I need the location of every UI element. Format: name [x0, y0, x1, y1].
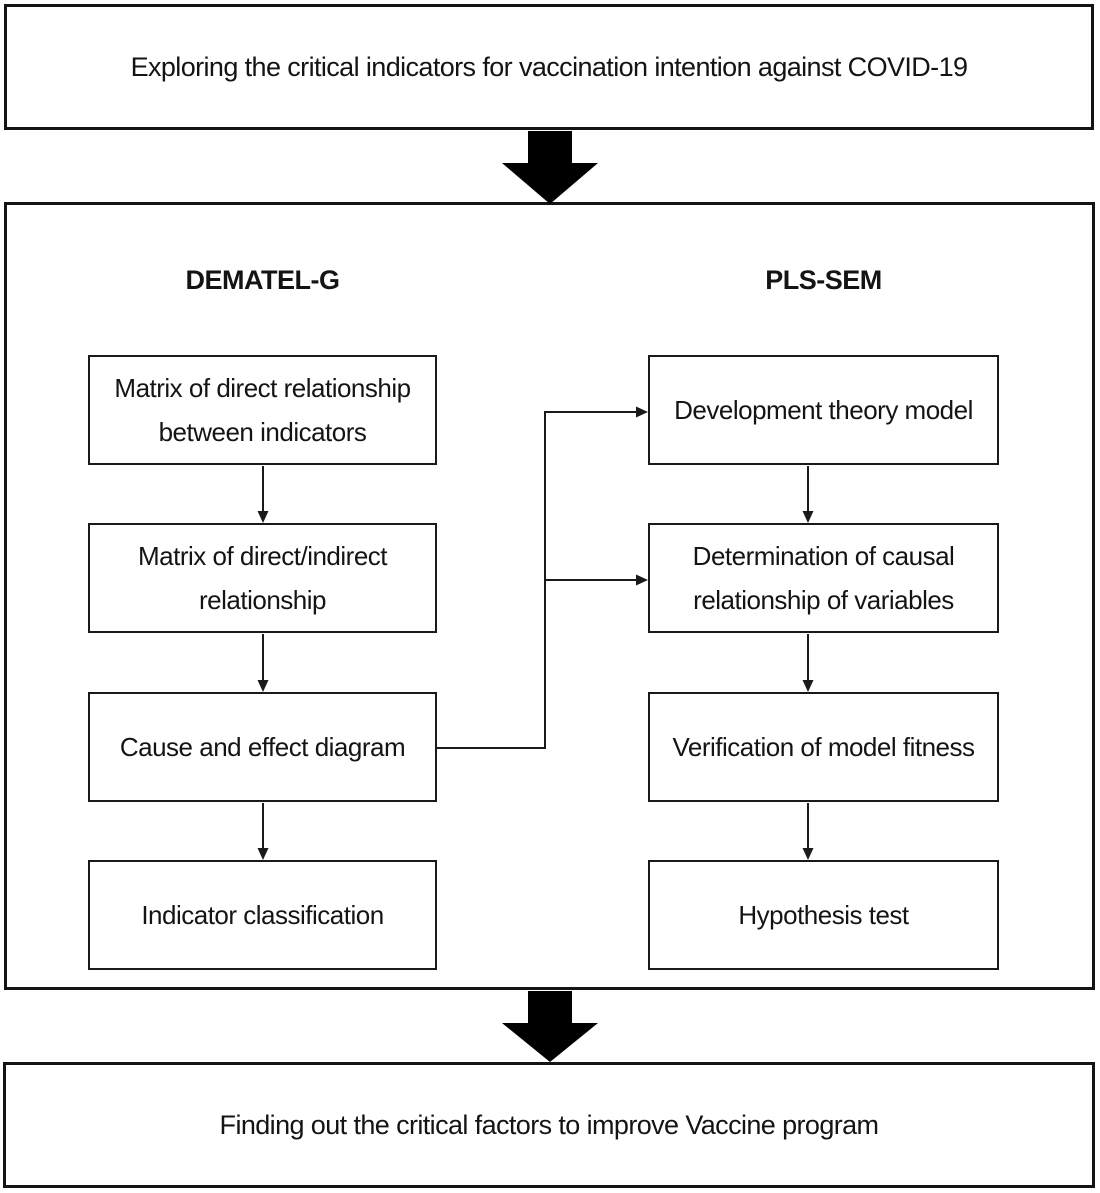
top-banner-box [4, 4, 1094, 130]
step-line: relationship of variables [693, 585, 954, 615]
step-line: relationship [199, 585, 326, 615]
column-title-plssem: PLS-SEM [765, 264, 882, 295]
step-box-development-theory-model [648, 355, 999, 465]
step-label [673, 725, 975, 769]
step-box-cause-effect-diagram [88, 692, 437, 802]
step-box-matrix-direct [88, 355, 437, 465]
step-box-determination-causal [648, 523, 999, 633]
step-box-indicator-classification [88, 860, 437, 970]
step-line: Verification of model fitness [672, 732, 975, 762]
step-box-verification-model-fitness [648, 692, 999, 802]
step-label [141, 893, 383, 937]
step-line: Matrix of direct/indirect [137, 541, 388, 571]
step-line: Cause and effect diagram [119, 732, 406, 762]
step-line: Hypothesis test [738, 900, 909, 930]
step-line: Indicator classification [141, 900, 384, 930]
bottom-banner-box [3, 1062, 1095, 1188]
step-label [738, 893, 908, 937]
step-label [138, 534, 387, 622]
step-line: between indicators [158, 417, 367, 447]
step-box-hypothesis-test [648, 860, 999, 970]
column-title-dematel: DEMATEL-G [185, 264, 340, 295]
step-line: Matrix of direct relationship [114, 373, 411, 403]
down-arrow-icon [502, 131, 598, 204]
step-label [674, 388, 973, 432]
step-label [120, 725, 405, 769]
step-label [114, 366, 410, 454]
step-label [693, 534, 955, 622]
top-banner-text: Exploring the critical indicators for vaccination intention against COVID-19 [130, 51, 968, 82]
step-line: Determination of causal [692, 541, 955, 571]
step-line: Development theory model [674, 395, 973, 425]
bottom-banner-text: Finding out the critical factors to improve Vaccine program [219, 1109, 879, 1140]
down-arrow-icon [502, 991, 598, 1062]
step-box-matrix-direct-indirect [88, 523, 437, 633]
